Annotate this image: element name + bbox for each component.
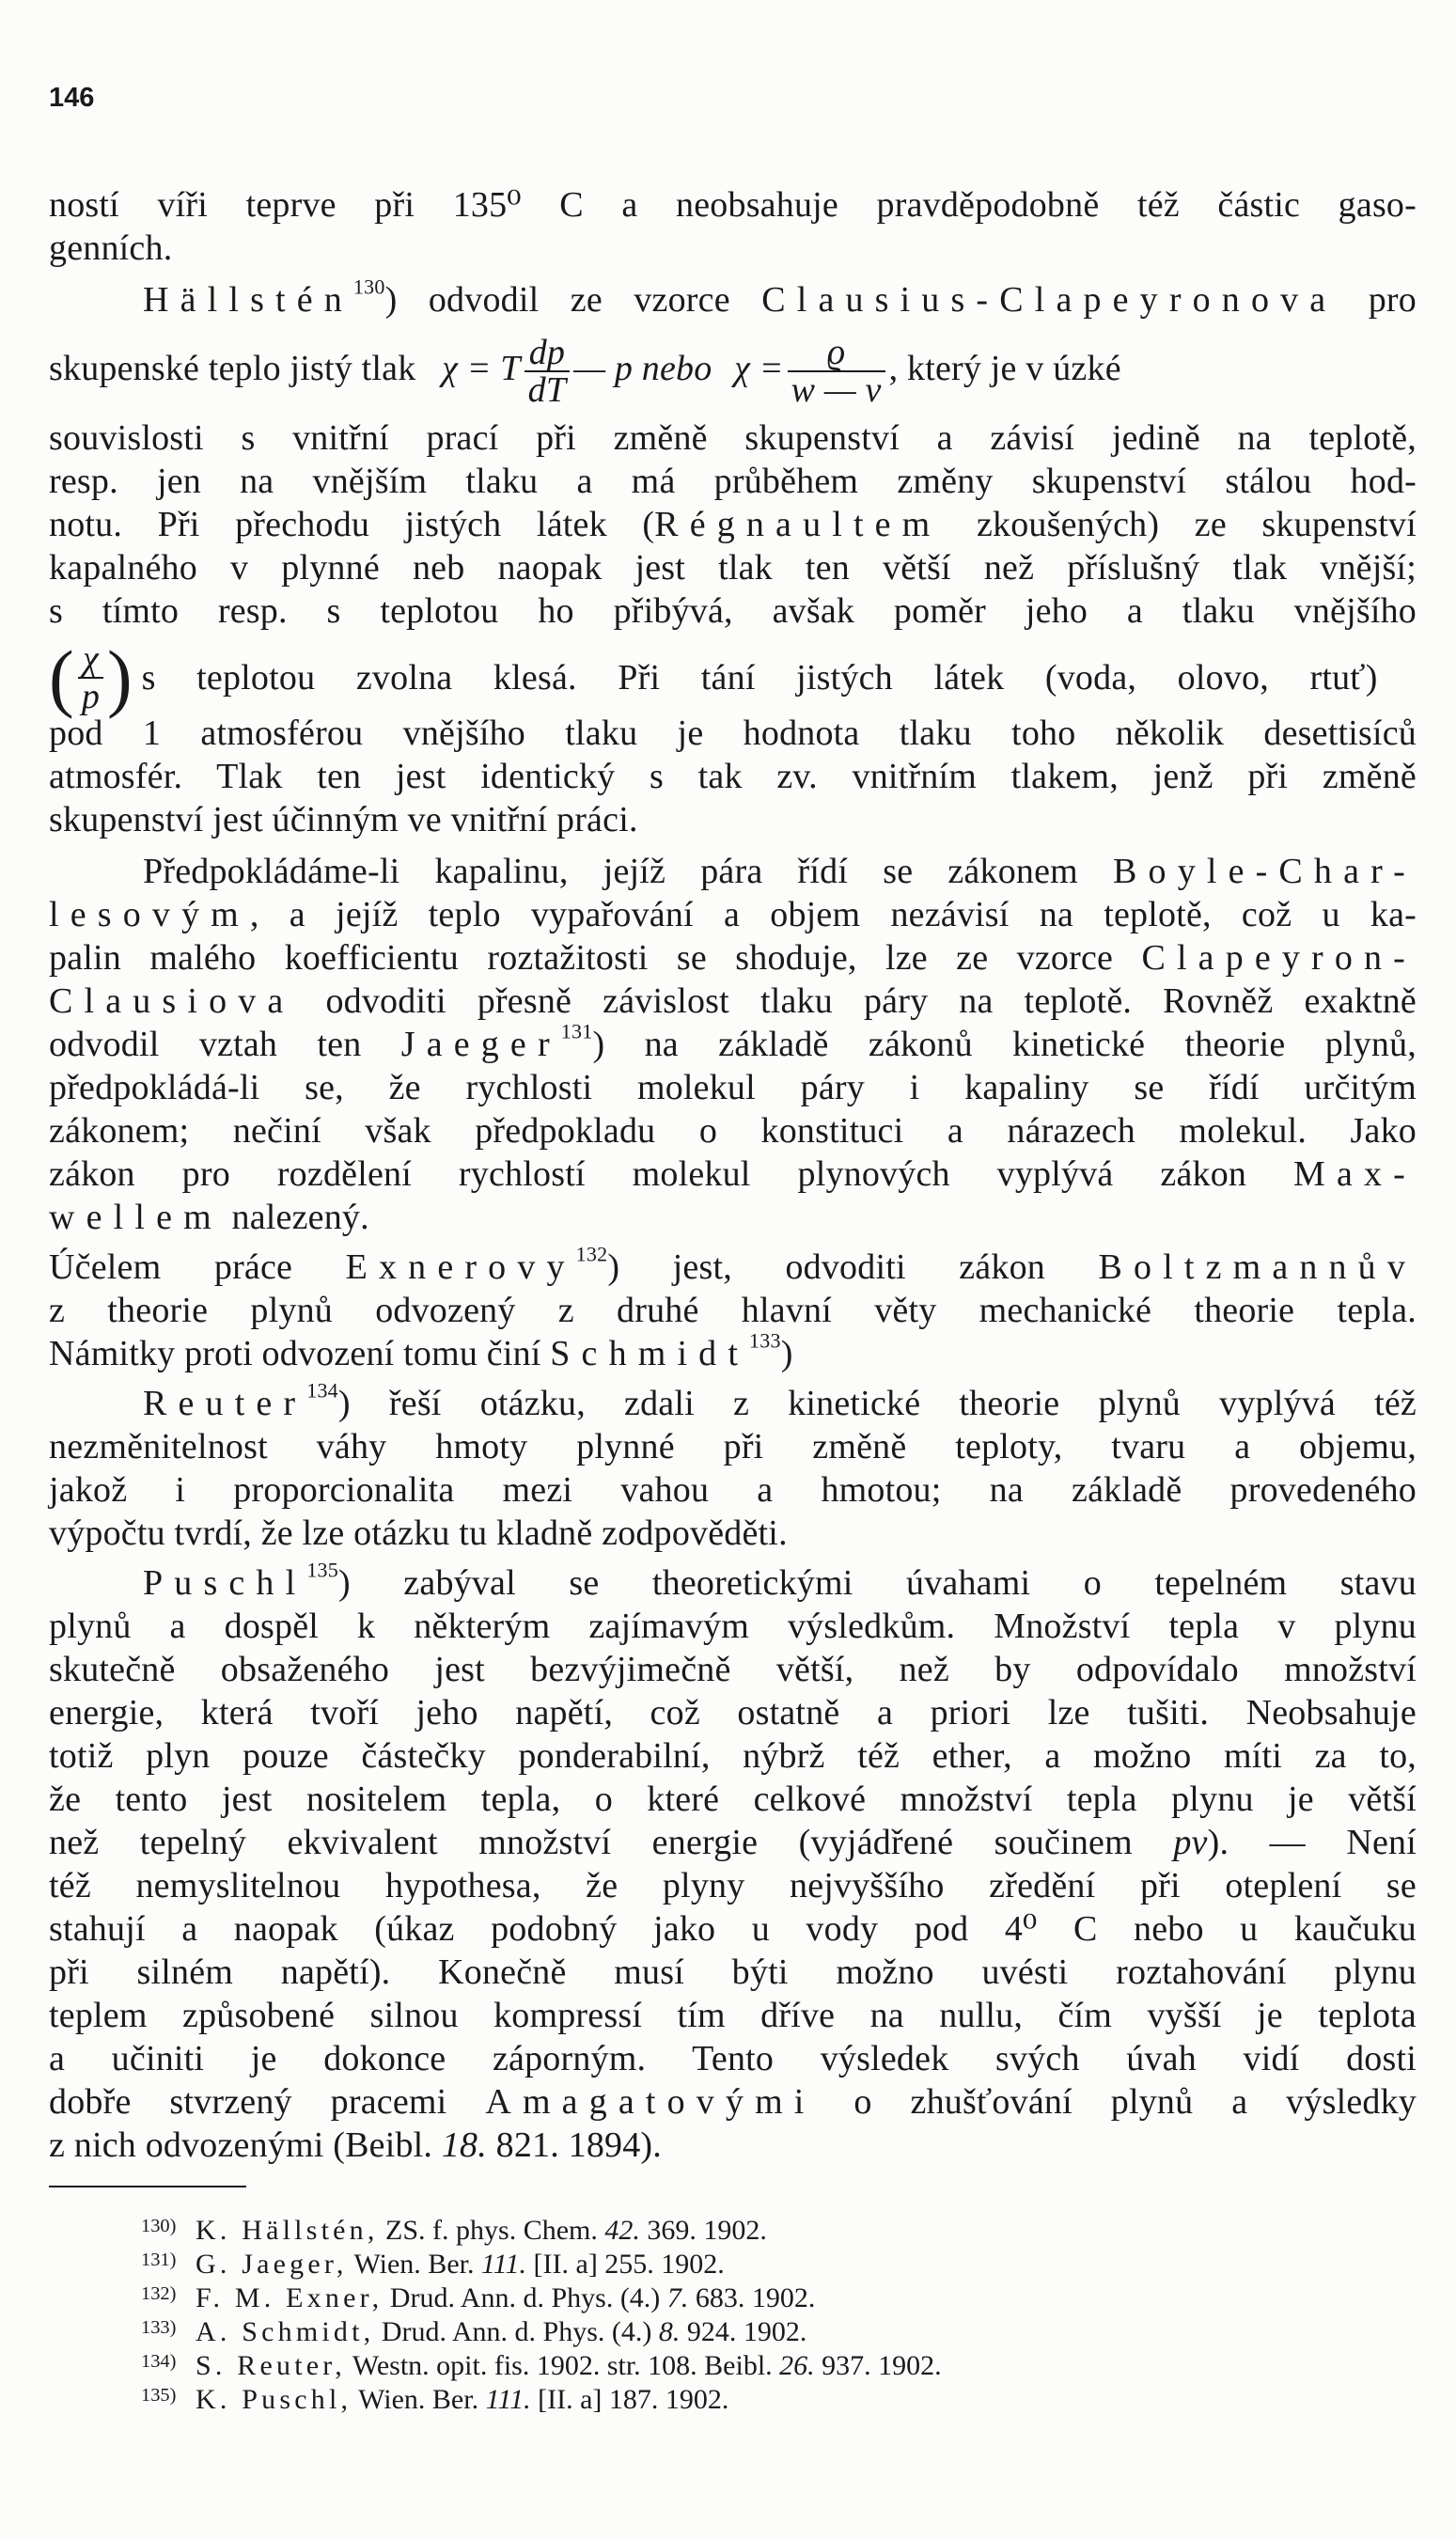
- text-span: , a jejíž teplo vypařování a objem nezávisí na teplotě, což u ka-: [249, 895, 1417, 934]
- numerator: χ: [78, 641, 103, 679]
- text-line: [49, 1821, 1417, 1864]
- footnote-author: G. Jaeger,: [196, 2249, 348, 2281]
- text-span: ) na základě zákonů kinetické theorie plynů,: [592, 1025, 1417, 1064]
- footnote-text: Wien. Ber.: [353, 2249, 475, 2281]
- text-span: Předpokládáme-li kapalinu, jejíž pára řídí se zákonem: [143, 852, 1114, 891]
- text-line: též nemyslitelnou hypothesa, že plyny nejvyššího zředění při oteplení se: [49, 1866, 1417, 1905]
- footnote-number: 132): [141, 2283, 177, 2304]
- text-span: odvodil vztah ten: [49, 1025, 401, 1064]
- text-span: 821. 1894).: [486, 2125, 662, 2165]
- text-line: [49, 980, 1417, 1023]
- text-line: skupenství jest účinným ve vnitřní práci.: [49, 800, 638, 839]
- text-line: při silném napětí). Konečně musí býti možno uvésti roztahování plynu: [49, 1952, 1417, 1992]
- footnote-text: [II. a] 255. 1902.: [533, 2249, 725, 2281]
- footnote-text: Westn. opit. fis. 1902. str. 108. Beibl.: [352, 2350, 773, 2382]
- footnote-text: 683. 1902.: [695, 2282, 816, 2314]
- text-span: ) jest, odvoditi zákon: [607, 1247, 1099, 1287]
- footnote-text: Drud. Ann. d. Phys. (4.): [381, 2316, 652, 2348]
- footnote-volume: 7.: [666, 2282, 689, 2314]
- author-name: Schmidt: [550, 1334, 750, 1373]
- author-name: Clausiova: [49, 981, 295, 1021]
- author-name: Régnaultem: [654, 505, 942, 544]
- text-span: palin malého koefficientu roztažitosti se shoduje, lze ze vzorce: [49, 938, 1142, 978]
- text-line: jakož i proporcionalita mezi vahou a hmotou; na základě provedeného: [49, 1470, 1417, 1510]
- text-line: a učiniti je dokonce záporným. Tento výsledek svých úvah vidí dosti: [49, 2039, 1417, 2078]
- footnote-ref: 130: [352, 274, 385, 299]
- text-line: z theorie plynů odvozený z druhé hlavní věty mechanické theorie tepla.: [49, 1291, 1417, 1330]
- text-span: o zhušťování plynů a výsledky: [815, 2082, 1417, 2122]
- text-span: ). — Není: [1207, 1823, 1417, 1862]
- text-line: [49, 2080, 1417, 2124]
- formula-chi: χ = T: [442, 349, 521, 388]
- paren-right: ): [107, 636, 133, 720]
- text-line: [49, 1196, 1417, 1239]
- text-span: ) řeší otázku, zdali z kinetické theorie plynů vyplývá též: [337, 1384, 1417, 1423]
- text-line: že tento jest nositelem tepla, o které celkové množství tepla plynu je větší: [49, 1780, 1417, 1819]
- text-line: energie, která tvoří jeho napětí, což ostatně a priori lze tušiti. Neobsahuje: [49, 1693, 1417, 1733]
- page-number: 146: [49, 83, 95, 113]
- text-line: [49, 1328, 1417, 1375]
- footnote-text: 937. 1902.: [822, 2350, 942, 2382]
- text-line: [49, 1242, 1417, 1289]
- footnote: [141, 2378, 728, 2417]
- footnote-number: 131): [141, 2250, 177, 2270]
- author-name: Reuter: [143, 1384, 307, 1423]
- author-name: Puschl: [143, 1563, 307, 1603]
- text-span: pro: [1337, 280, 1417, 320]
- text-line: genních.: [49, 228, 173, 268]
- text-line: teplem způsobené silnou kompressí tím dříve na nullu, čím vyšší je teplota: [49, 1996, 1417, 2035]
- footnote: [141, 2344, 942, 2383]
- volume-number: 18.: [441, 2125, 487, 2165]
- footnote-author: K. Hällstén,: [196, 2215, 379, 2247]
- footnote-text: Wien. Ber.: [358, 2384, 479, 2416]
- formula-line: [49, 331, 1417, 411]
- footnote-volume: 26.: [779, 2350, 815, 2382]
- author-name: Max-: [1293, 1154, 1417, 1194]
- footnote-author: A. Schmidt,: [196, 2316, 375, 2348]
- text-line: nezměnitelnost váhy hmoty plynné při změně teploty, tvaru a objemu,: [49, 1427, 1417, 1466]
- text-span: s teplotou zvolna klesá. Při tání jistých látek (voda, olovo, rtuť): [141, 658, 1378, 698]
- author-name: Amagatovými: [485, 2082, 816, 2122]
- text-span: Námitky proti odvození tomu činí: [49, 1334, 551, 1373]
- footnote-author: S. Reuter,: [196, 2350, 346, 2382]
- denominator: dT: [527, 370, 567, 411]
- footnote-number: 135): [141, 2385, 177, 2406]
- text-line: s tímto resp. s teplotou ho přibývá, avšak poměr jeho a tlaku vnějšího: [49, 591, 1417, 631]
- text-line: [49, 936, 1417, 980]
- footnote-volume: 111.: [480, 2249, 527, 2281]
- text-line: [49, 503, 1417, 546]
- numerator: dp: [524, 335, 571, 372]
- text-line: výpočtu tvrdí, že lze otázku tu kladně zodpověděti.: [49, 1513, 788, 1553]
- footnote-number: 130): [141, 2216, 177, 2236]
- footnote-ref: 133: [749, 1328, 781, 1353]
- footnote: [141, 2243, 725, 2281]
- footnote-number: 133): [141, 2317, 177, 2338]
- fraction-dp-dt: [524, 333, 571, 411]
- text-line: souvislosti s vnitřní prací při změně skupenství a závisí jedině na teplotě,: [49, 418, 1417, 458]
- footnote-volume: 8.: [658, 2316, 681, 2348]
- footnote-text: [II. a] 187. 1902.: [538, 2384, 729, 2416]
- footnote: [141, 2277, 815, 2315]
- text-span: zkoušených) ze skupenství: [941, 505, 1417, 544]
- author-name: wellem: [49, 1198, 223, 1237]
- denominator: w — v: [791, 370, 882, 411]
- text-line: pod 1 atmosférou vnějšího tlaku je hodnota tlaku toho několik desettisíců: [49, 713, 1417, 753]
- text-line: ností víři teprve při 135⁰ C a neobsahuje pravděpodobně též částic gaso-: [49, 185, 1417, 225]
- text-line: [49, 1378, 1417, 1425]
- text-span: z nich odvozenými (Beibl.: [49, 2125, 442, 2165]
- text-line: skutečně obsaženého jest bezvýjimečně větší, než by odpovídalo množství: [49, 1650, 1417, 1689]
- text-span: notu. Při přechodu jistých látek (: [49, 505, 655, 544]
- footnote-text: 924. 1902.: [686, 2316, 807, 2348]
- text-line: [49, 2124, 1417, 2167]
- text-line: [49, 1558, 1417, 1605]
- author-name: Exnerovy: [345, 1247, 576, 1287]
- text-line: kapalného v plynné neb naopak jest tlak ten větší než příslušný tlak vnější;: [49, 548, 1417, 588]
- author-name: Hällstén: [143, 280, 353, 320]
- fraction-chi-p: [78, 639, 103, 717]
- author-name: Jaeger: [400, 1025, 561, 1064]
- formula-line: [49, 636, 1417, 720]
- footnote-number: 134): [141, 2351, 177, 2372]
- text-line: resp. jen na vnějším tlaku a má průběhem změny skupenství stálou hod-: [49, 462, 1417, 501]
- text-line: [49, 850, 1417, 893]
- text-line: [49, 274, 1417, 321]
- formula-pv: pv: [1173, 1823, 1208, 1862]
- author-name: Clapeyron-: [1141, 938, 1417, 978]
- author-name: Clausius-Clapeyronova: [761, 280, 1338, 320]
- denominator: p: [81, 677, 101, 717]
- text-span: ) zabýval se theoretickými úvahami o tepelném stavu: [337, 1563, 1417, 1603]
- footnote-volume: 111.: [485, 2384, 531, 2416]
- text-span: zákon pro rozdělení rychlostí molekul plynových vyplývá zákon: [49, 1154, 1294, 1194]
- footnote: [141, 2311, 806, 2349]
- footnote-ref: 135: [306, 1558, 338, 1582]
- text-span: skupenské teplo jistý tlak: [49, 349, 416, 388]
- footnote: [141, 2209, 767, 2248]
- formula-text: — p nebo: [573, 349, 712, 388]
- footnote-author: F. M. Exner,: [196, 2282, 384, 2314]
- text-span: Účelem práce: [49, 1247, 346, 1287]
- text-line: předpokládá-li se, že rychlosti molekul páry i kapaliny se řídí určitým: [49, 1068, 1417, 1107]
- text-span: ): [780, 1334, 793, 1373]
- text-line: totiž plyn pouze částečky ponderabilní, nýbrž též ether, a možno míti za to,: [49, 1736, 1417, 1776]
- text-span: nalezený.: [222, 1198, 369, 1237]
- text-line: [49, 893, 1417, 936]
- author-name: Boltzmannův: [1098, 1247, 1417, 1287]
- text-span: , který je v úzké: [888, 349, 1121, 388]
- text-line: zákonem; nečiní však předpokladu o konstituci a nárazech molekul. Jako: [49, 1111, 1417, 1151]
- author-name: Boyle-Char-: [1113, 852, 1417, 891]
- text-line: [49, 1152, 1417, 1196]
- footnote-volume: 42.: [604, 2215, 640, 2247]
- text-line: stahují a naopak (úkaz podobný jako u vody pod 4⁰ C nebo u kaučuku: [49, 1909, 1417, 1949]
- footnote-ref: 132: [575, 1242, 608, 1266]
- footnote-divider: [49, 2186, 246, 2187]
- text-line: [49, 1019, 1417, 1066]
- fraction-rho: [788, 333, 885, 411]
- footnote-text: Drud. Ann. d. Phys. (4.): [389, 2282, 661, 2314]
- footnote-text: ZS. f. phys. Chem.: [385, 2215, 598, 2247]
- text-line: plynů a dospěl k některým zajímavým výsledkům. Množství tepla v plynu: [49, 1607, 1417, 1646]
- footnote-ref: 134: [306, 1378, 338, 1403]
- formula-chi: χ =: [734, 349, 784, 388]
- text-span: než tepelný ekvivalent množství energie (vyjádřené součinem: [49, 1823, 1174, 1862]
- numerator: ϱ: [788, 335, 885, 372]
- footnote-author: K. Puschl,: [196, 2384, 352, 2416]
- footnote-text: 369. 1902.: [647, 2215, 767, 2247]
- author-name: lesovým: [49, 895, 250, 934]
- text-line: atmosfér. Tlak ten jest identický s tak zv. vnitřním tlakem, jenž při změně: [49, 757, 1417, 796]
- footnote-ref: 131: [560, 1019, 593, 1043]
- text-span: ) odvodil ze vzorce: [384, 280, 762, 320]
- paren-left: (: [49, 636, 74, 720]
- text-span: odvoditi přesně závislost tlaku páry na teplotě. Rovněž exaktně: [294, 981, 1417, 1021]
- text-span: dobře stvrzený pracemi: [49, 2082, 486, 2122]
